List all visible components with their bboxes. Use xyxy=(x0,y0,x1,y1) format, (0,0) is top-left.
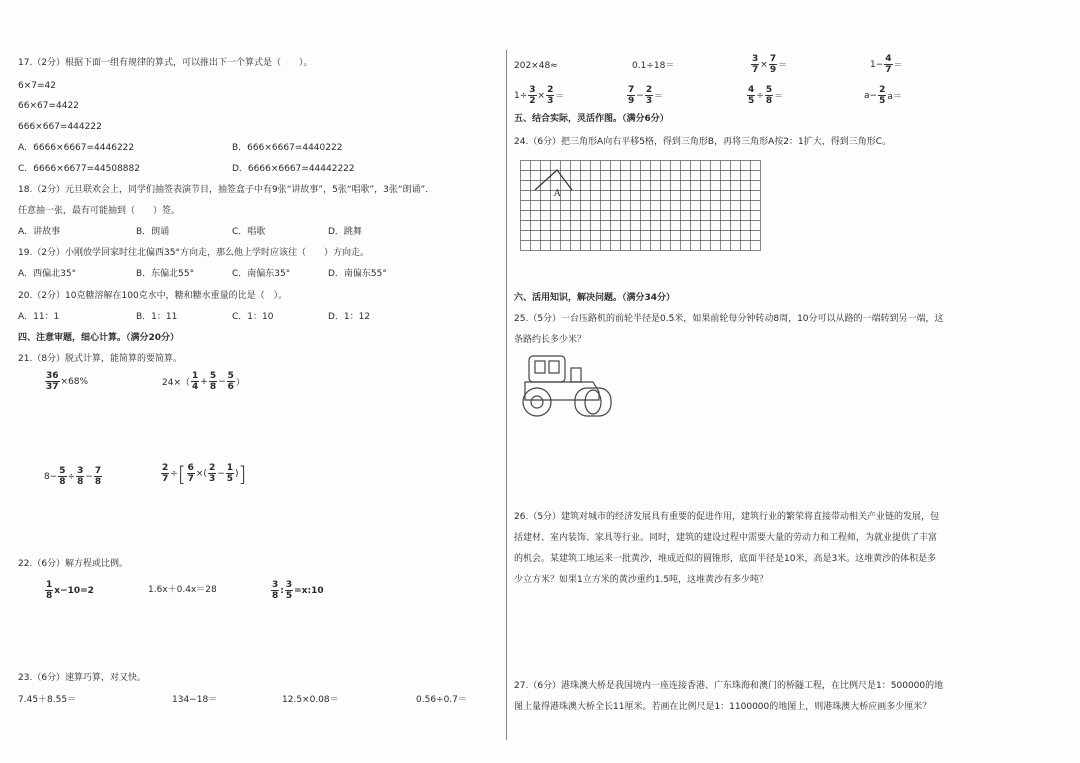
q22-stem: 22.（6分）解方程或比例。 xyxy=(18,559,129,569)
section-4-heading: 四、注意审题，细心计算。（满分20分） xyxy=(18,333,180,343)
square-grid xyxy=(520,160,770,254)
q23-item-3: 12.5×0.08＝ xyxy=(282,695,339,705)
q25-stem-line-1: 25.（5分）一台压路机的前轮半径是0.5米，如果前轮每分钟转动8周，10分可以从路的一端转到另一端，这 xyxy=(514,314,944,324)
q20-option-b: B．1：11 xyxy=(136,312,178,322)
q18-stem-1: 18.（2分）元旦联欢会上，同学们抽签表演节目，抽签盒子中有9张“讲故事”，5张“唱歌”，3张“朗诵”． xyxy=(18,185,435,195)
q23-item-2: 134−18＝ xyxy=(172,695,218,705)
q23-item-1: 7.45＋8.55＝ xyxy=(18,695,77,705)
q27-stem-line-2: 图上量得港珠澳大桥全长11厘米。若画在比例尺是1：1100000的地图上，则港珠澳大桥应画多少厘米？ xyxy=(514,702,932,712)
q19-option-d: D．南偏东55° xyxy=(328,269,387,279)
q26-stem-line-1: 26.（5分）建筑对城市的经济发展具有重要的促进作用，建筑行业的繁荣将直接带动相关产业链的发展，包 xyxy=(514,512,940,522)
section-6-heading: 六、活用知识，解决问题。（满分34分） xyxy=(514,293,676,303)
section-5-heading: 五、结合实际，灵活作图。（满分6分） xyxy=(514,114,669,124)
q17-option-c: C．6666×6677=44508882 xyxy=(18,164,140,174)
q17-line-2: 66×67=4422 xyxy=(18,101,79,111)
q17-option-a: A．6666×6667=4446222 xyxy=(18,143,135,153)
q17-option-b: B．666×6667=4440222 xyxy=(232,143,343,153)
q17-line-3: 666×667=444222 xyxy=(18,122,102,132)
road-roller-image xyxy=(515,350,615,420)
q27-stem-line-1: 27.（6分）港珠澳大桥是我国境内一座连接香港、广东珠海和澳门的桥隧工程，在比例尺是1：500000的地 xyxy=(514,681,944,691)
q17-stem: 17.（2分）根据下面一组有规律的算式，可以推出下一个算式是（ ）。 xyxy=(18,58,313,68)
q21-expression-2: 24×（ $\frac{1}{4}$ + $\frac{5}{8}$ − $\frac{5}{6}$ ） xyxy=(162,371,245,392)
oral-calc-1: 202×48≈ xyxy=(514,61,558,71)
q23-stem: 23.（6分）速算巧算，对又快。 xyxy=(18,673,147,683)
q20-option-c: C．1：10 xyxy=(232,312,274,322)
oral-calc-7: $\frac{4}{5}$ ÷ $\frac{5}{8}$ ＝ xyxy=(748,85,784,106)
q20-option-d: D．1：12 xyxy=(328,312,371,322)
q25-stem-line-2: 条路约长多少米？ xyxy=(514,335,587,345)
q20-stem: 20.（2分）10克糖溶解在100克水中，糖和糖水重量的比是（ ）。 xyxy=(18,291,288,301)
q22-equation-1: $\frac{1}{8}$ x−10=2 xyxy=(46,580,94,601)
q19-option-b: B．东偏北55° xyxy=(136,269,195,279)
q21-expression-3: 8− $\frac{5}{8}$ ÷ $\frac{3}{8}$ − $\frac{7}{8}$ xyxy=(44,466,102,487)
column-divider xyxy=(506,50,507,740)
q19-stem: 19.（2分）小刚放学回家时往北偏西35°方向走，那么他上学时应该往（ ）方向走。 xyxy=(18,248,369,258)
oral-calc-8: a− $\frac{2}{5}$ a＝ xyxy=(864,85,902,106)
q20-option-a: A．11：1 xyxy=(18,312,60,322)
q21-stem: 21.（8分）脱式计算，能简算的要简算。 xyxy=(18,354,183,364)
q17-line-1: 6×7=42 xyxy=(18,81,56,91)
q22-equation-2: 1.6x＋0.4x＝28 xyxy=(148,585,217,595)
q26-stem-line-2: 括建材、室内装饰、家具等行业。同时，建筑的建设过程中需要大量的劳动力和工程师，为就业提供了丰富 xyxy=(514,533,938,543)
q24-stem: 24.（6分）把三角形A向右平移5格，得到三角形B，再将三角形A按2：1扩大，得到三角形C。 xyxy=(514,137,891,147)
q18-stem-2: 任意抽一张，最有可能抽到（ ）签。 xyxy=(18,206,181,216)
q18-option-c: C．唱歌 xyxy=(232,227,266,237)
q26-stem-line-3: 的机会。某建筑工地运来一批黄沙，堆成近似的圆锥形，底面半径是10米，高是3米。这堆黄沙的体积是多 xyxy=(514,554,937,564)
oral-calc-3: $\frac{3}{7}$ × $\frac{7}{9}$ ＝ xyxy=(752,54,788,75)
q22-equation-3: $\frac{3}{8}$ : $\frac{3}{5}$ =x:10 xyxy=(272,580,324,601)
oral-calc-6: $\frac{7}{9}$ − $\frac{2}{3}$ ＝ xyxy=(628,85,664,106)
q26-stem-line-4: 少立方米？如果1立方米的黄沙重约1.5吨，这堆黄沙有多少吨？ xyxy=(514,575,769,585)
q18-option-d: D．跳舞 xyxy=(328,227,362,237)
q23-item-4: 0.56÷0.7＝ xyxy=(416,695,467,705)
triangle-a-label: A xyxy=(554,189,561,199)
oral-calc-2: 0.1÷18＝ xyxy=(632,61,675,71)
q19-option-a: A．西偏北35° xyxy=(18,269,77,279)
q18-option-b: B．朗诵 xyxy=(136,227,170,237)
oral-calc-5: 1÷ $\frac{3}{2}$ × $\frac{2}{3}$ ＝ xyxy=(514,85,565,106)
q21-expression-1: $\frac{36}{37}$ ×68% xyxy=(46,371,89,392)
q19-option-c: C．南偏东35° xyxy=(232,269,291,279)
q21-expression-4: $\frac{2}{7}$ ÷ [ $\frac{6}{7}$ ×( $\frac{2}{3}$ − $\frac{1}{5}$ ) ] xyxy=(162,461,247,486)
oral-calc-4: 1− $\frac{4}{7}$ ＝ xyxy=(870,54,903,75)
q18-option-a: A．讲故事 xyxy=(18,227,61,237)
q17-option-d: D．6666×6667=44442222 xyxy=(232,164,355,174)
